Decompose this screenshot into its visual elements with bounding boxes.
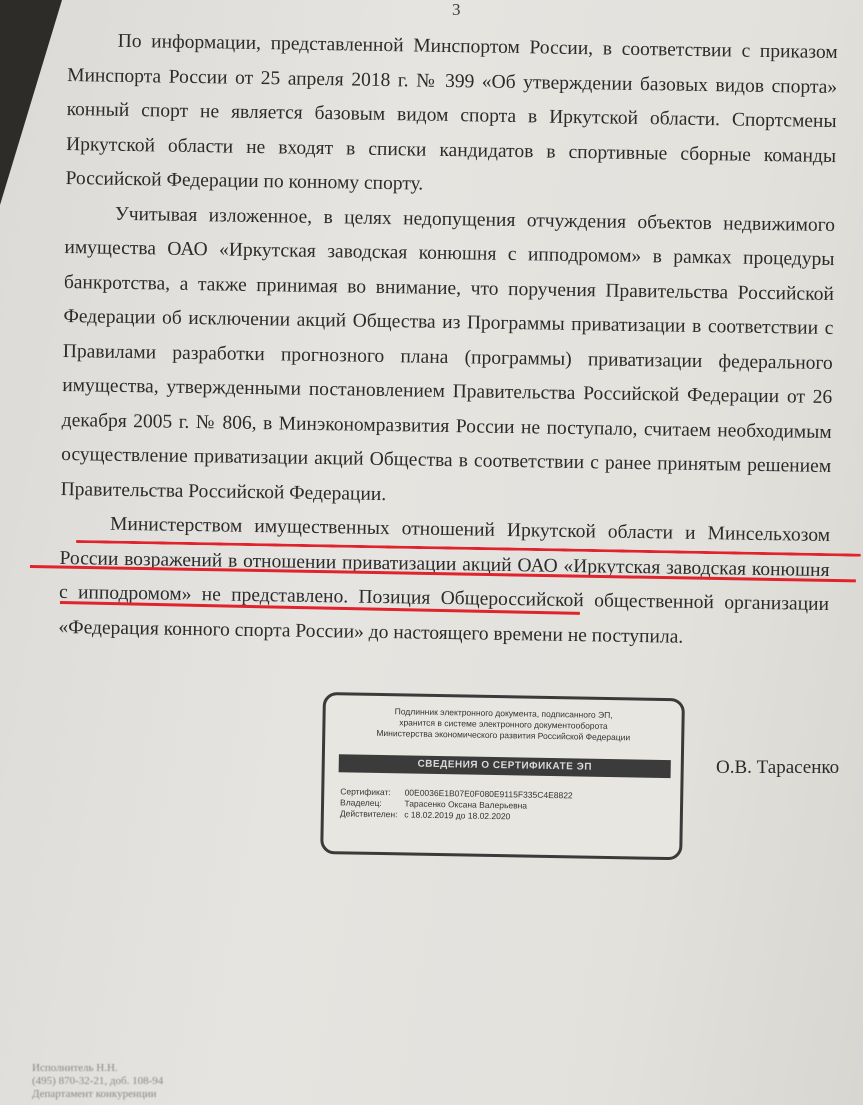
owner-value: Тарасенко Оксана Валерьевна (404, 798, 528, 811)
paragraph-2: Учитывая изложенное, в целях недопущения отчуждения объектов недвижимого имущества ОАО «Иркутская заводская конюшня с ипподромом» в рамках процедуры банкротства, а также принимая во внимание, что поручения Правительства Российской Федерации об исключении акций Общества из Программы приватизации в соответствии с Правилами разработки прогнозного плана (программы) приватизации федерального имущества, утвержденными постановлением Правительства Российской Федерации от 26 декабря 2005 г. № 806, в Минэкономразвития России не поступало, считаем необходимым осуществление приватизации акций Общества в соответствии с ранее принятым решением Правительства Российской Федерации. (60, 203, 836, 505)
background-corner (0, 0, 62, 205)
validity-label: Действителен: (339, 808, 398, 820)
stamp-header-line: Подлинник электронного документа, подписанного ЭП, (394, 706, 613, 721)
certificate-label: Сертификат: (340, 786, 391, 798)
letter-body (58, 24, 838, 657)
paragraph-1: По информации, представленной Минспортом России, в соответствии с приказом Минспорта России от 25 апреля 2018 г. № 399 «Об утверждении базовых видов спорта» конный спорт не является базовым видом спорта в Иркутской области. Спортсмены Иркутской области не входят в списки кандидатов в спортивные сборные команды Российской Федерации по конному спорту. (65, 30, 838, 195)
page-number: 3 (452, 0, 461, 19)
owner-label: Владелец: (339, 797, 382, 809)
stamp-header-line: хранится в системе электронного документооборота (399, 717, 608, 731)
signer-name: О.В. Тарасенко (716, 757, 840, 778)
executor-line: (495) 870-32-21, доб. 108-94 (32, 1075, 164, 1087)
stamp-details (340, 786, 667, 825)
stamp-header (339, 705, 668, 744)
electronic-signature-stamp (320, 692, 685, 860)
certificate-value: 00E0036E1B07E0F080E9115F335C4E8822 (404, 787, 573, 801)
paragraph-3: Министерством имущественных отношений Иркутской области и Минсельхозом России возражений в отношении приватизации акций ОАО «Иркутская заводская конюшня с ипподромом» не представлено. Позиция Общероссийской общественной организации «Федерация конного спорта России» до настоящего времени не поступила. (58, 513, 831, 648)
stamp-header-line: Министерства экономического развития Российской Федерации (376, 727, 631, 743)
stamp-banner: СВЕДЕНИЯ О СЕРТИФИКАТЕ ЭП (339, 754, 671, 778)
validity-value: с 18.02.2019 до 18.02.2020 (404, 809, 511, 822)
executor-line: Исполнитель Н.Н. (32, 1062, 118, 1074)
executor-line: Департамент конкуренции (32, 1088, 157, 1100)
executor-info (32, 1062, 163, 1101)
